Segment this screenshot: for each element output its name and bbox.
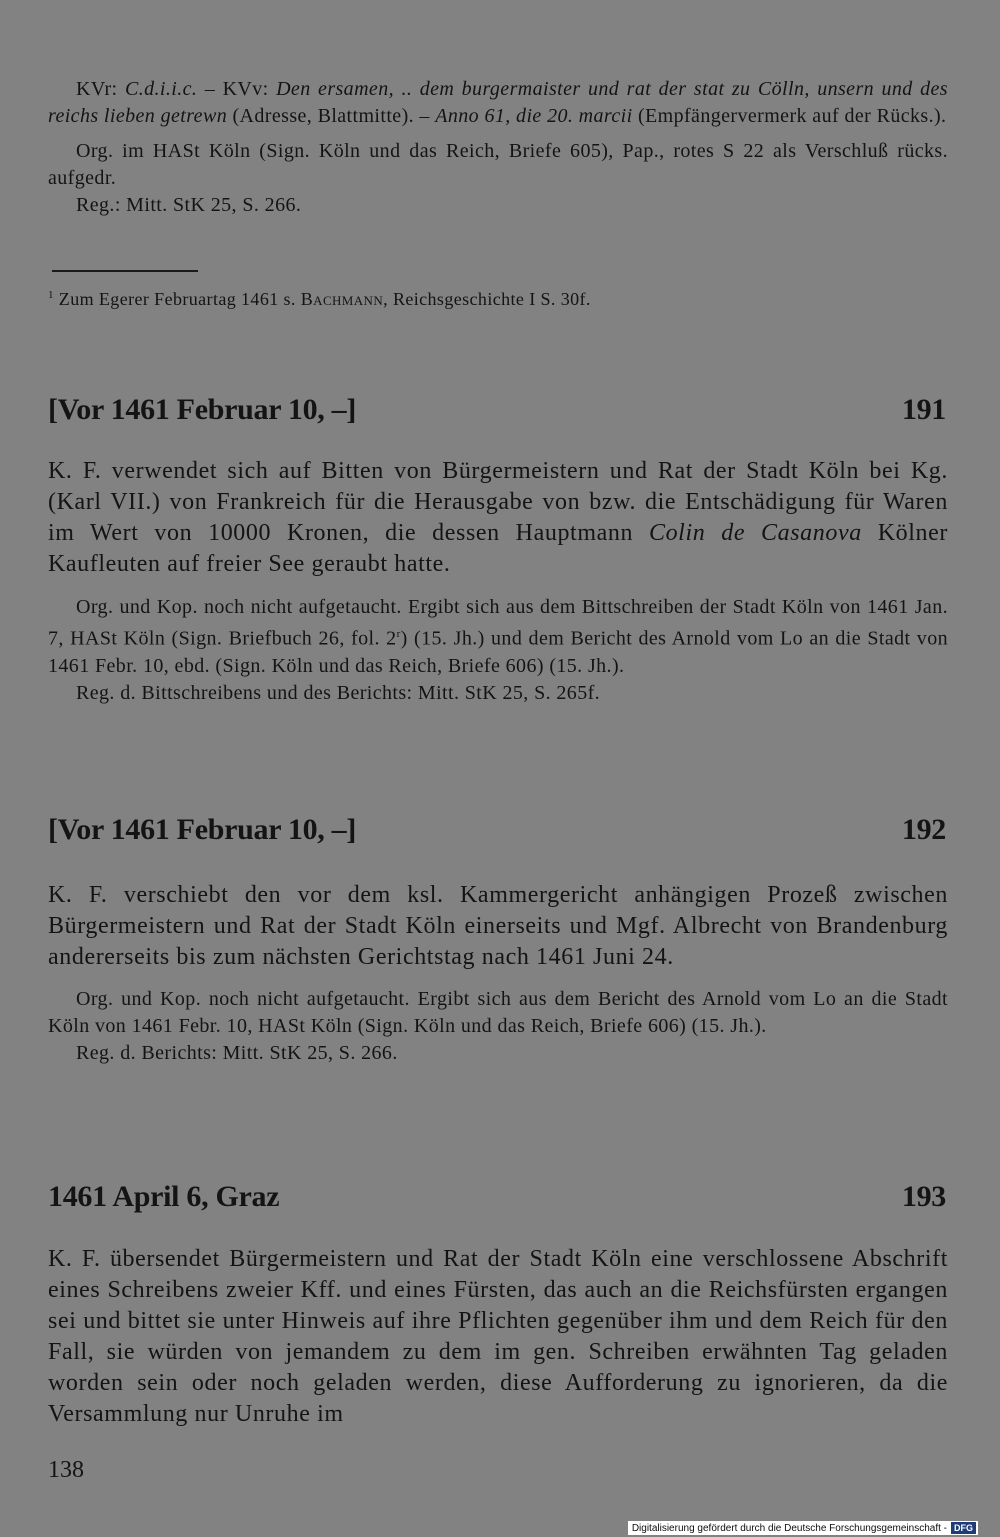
regest-note: Reg.: Mitt. StK 25, S. 266. bbox=[76, 194, 302, 216]
entry-date: 1461 April 6, Graz bbox=[48, 1180, 280, 1213]
seal-address-note: KVr: C.d.i.i.c. – KVv: Den ersamen, .. dem burgermaister und rat der stat zu Cölln, unsern und des reichs lieben getrewn (Adresse, Blattmitte). – Anno 61, die 20. marcii (Empfängervermerk auf der Rücks.). bbox=[48, 78, 948, 127]
entry-heading-192 bbox=[48, 813, 946, 857]
original-note: Org. im HASt Köln (Sign. Köln und das Reich, Briefe 605), Pap., rotes S 22 als Verschluß rücks. aufgedr. bbox=[48, 140, 948, 189]
page-number: 138 bbox=[48, 1457, 84, 1483]
entry-notes-191 bbox=[48, 594, 948, 707]
entry-text-193: K. F. übersendet Bürgermeistern und Rat der Stadt Köln eine verschlossene Abschrift eines Schreibens zweier Kff. und eines Fürsten, das auch an die Reichsfürsten ergangen sei und bittet sie unter Hinweis auf ihre Pflichten gegenüber ihm und dem Reich für den Fall, sie würden von jemandem zu dem im gen. Schreiben erwähnten Tag geladen worden sein oder noch geladen werden, diese Aufforderung zu ignorieren, da die Versammlung nur Unruhe im bbox=[48, 1246, 948, 1427]
entry-number: 191 bbox=[901, 393, 946, 426]
footnote-rule bbox=[52, 270, 198, 272]
entry-number: 192 bbox=[901, 813, 946, 846]
regest-note: Reg. d. Bittschreibens und des Berichts: Mitt. StK 25, S. 265f. bbox=[76, 681, 601, 704]
dfg-logo: DFG bbox=[951, 1522, 976, 1534]
regest-note: Reg. d. Berichts: Mitt. StK 25, S. 266. bbox=[76, 1042, 398, 1064]
funding-credit: Digitalisierung gefördert durch die Deutsche Forschungsgemeinschaft - DFG bbox=[628, 1521, 978, 1535]
continuation-notes bbox=[48, 76, 948, 219]
original-note: Org. und Kop. noch nicht aufgetaucht. Ergibt sich aus dem Bittschreiben der Stadt Köln von 1461 Jan. 7, HASt Köln (Sign. Briefbuch 26, fol. 2$^r$) (15. Jh.) und dem Bericht des Arnold vom Lo an die Stadt von 1461 Febr. 10, ebd. (Sign. Köln und das Reich, Briefe 606) (15. Jh.). bbox=[48, 596, 949, 677]
entry-heading-193 bbox=[48, 1180, 946, 1224]
entry-notes-192 bbox=[48, 986, 948, 1067]
footnote: $^1$ Zum Egerer Februartag 1461 s. Bachmann, Reichsgeschichte I S. 30f. bbox=[48, 289, 591, 309]
entry-date: [Vor 1461 Februar 10, –] bbox=[48, 393, 357, 426]
original-note: Org. und Kop. noch nicht aufgetaucht. Ergibt sich aus dem Bericht des Arnold vom Lo an die Stadt Köln von 1461 Febr. 10, HASt Köln (Sign. Köln und das Reich, Briefe 606) (15. Jh.). bbox=[48, 988, 948, 1037]
entry-number: 193 bbox=[901, 1180, 946, 1213]
entry-text-192: K. F. verschiebt den vor dem ksl. Kammergericht anhängigen Prozeß zwischen Bürgermeistern und Rat der Stadt Köln einerseits und Mgf. Albrecht von Brandenburg andererseits bis zum nächsten Gerichtstag nach 1461 Juni 24. bbox=[48, 882, 948, 970]
entry-text-191: K. F. verwendet sich auf Bitten von Bürgermeistern und Rat der Stadt Köln bei Kg. (Karl VII.) von Frankreich für die Herausgabe von bzw. die Entschädigung für Waren im Wert von 10000 Kronen, die dessen Hauptmann Colin de Casanova Kölner Kaufleuten auf freier See geraubt hatte. bbox=[48, 458, 948, 577]
entry-date: [Vor 1461 Februar 10, –] bbox=[48, 813, 357, 846]
entry-heading-191 bbox=[48, 393, 946, 437]
